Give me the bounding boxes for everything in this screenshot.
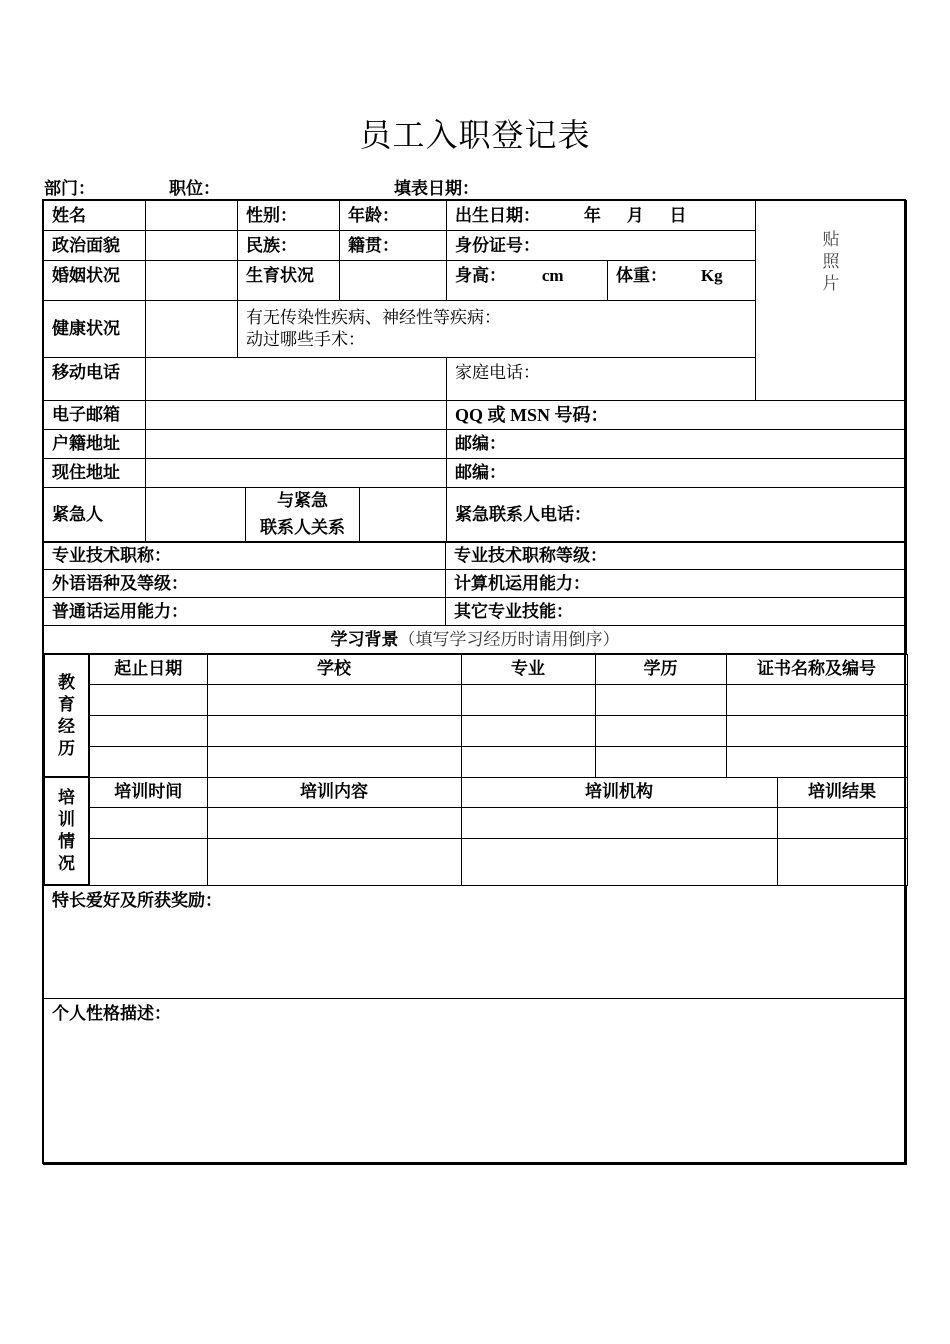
education-col-major: 专业 [461, 654, 595, 684]
postcode-label-2[interactable]: 邮编： [447, 459, 907, 488]
emergency-field[interactable] [146, 488, 246, 543]
computer-label[interactable]: 计算机运用能力： [446, 570, 907, 598]
gender-label[interactable]: 性别： [238, 201, 340, 231]
political-label: 政治面貌 [44, 231, 146, 261]
training-cell[interactable] [461, 807, 777, 838]
tech-title-label[interactable]: 专业技术职称： [44, 542, 446, 570]
education-col-dates: 起止日期 [89, 654, 207, 684]
study-background-note: （填写学习经历时请用倒序） [398, 629, 620, 649]
current-address-field[interactable] [146, 459, 447, 488]
home-phone-label[interactable]: 家庭电话： [447, 358, 756, 401]
id-number-label[interactable]: 身份证号： [447, 231, 756, 261]
education-cell[interactable] [461, 684, 595, 715]
name-label: 姓名 [44, 201, 146, 231]
current-address-label: 现住地址 [44, 459, 146, 488]
hobbies-area[interactable] [44, 886, 907, 999]
training-col-result: 培训结果 [777, 777, 907, 807]
education-cell[interactable] [207, 684, 461, 715]
other-skills-label[interactable]: 其它专业技能： [446, 598, 907, 626]
relation-label-line2: 联系人关系 [260, 518, 345, 538]
training-col-institution: 培训机构 [461, 777, 777, 807]
height-label: 身高： [455, 266, 506, 286]
education-cell[interactable] [726, 746, 907, 777]
form-title: 员工入职登记表 [359, 116, 591, 154]
training-side-char-2: 训 [58, 810, 75, 830]
month-label: 月 [626, 205, 644, 226]
relation-field[interactable] [360, 488, 447, 543]
education-cell[interactable] [89, 715, 207, 746]
education-cell[interactable] [89, 684, 207, 715]
height-cell[interactable] [447, 261, 608, 301]
training-cell[interactable] [777, 838, 907, 885]
marital-label: 婚姻状况 [44, 261, 146, 301]
education-cell[interactable] [461, 746, 595, 777]
health-question-disease: 有无传染性疾病、神经性等疾病： [246, 308, 501, 328]
skills-table [43, 541, 907, 654]
photo-label-2: 照 [822, 252, 840, 272]
training-row [44, 807, 907, 838]
hobbies-label: 特长爱好及所获奖励： [52, 891, 222, 911]
mobile-field[interactable] [146, 358, 447, 401]
training-cell[interactable] [89, 807, 207, 838]
training-side-char-1: 培 [58, 788, 75, 808]
photo-area[interactable] [756, 201, 907, 401]
study-background-heading [44, 626, 907, 654]
day-label: 日 [669, 205, 687, 226]
training-cell[interactable] [461, 838, 777, 885]
personality-area[interactable] [44, 999, 907, 1165]
political-field[interactable] [146, 231, 238, 261]
basic-info-table [43, 200, 907, 401]
health-question-surgery: 动过哪些手术： [246, 330, 365, 350]
tech-title-level-label[interactable]: 专业技术职称等级： [446, 542, 907, 570]
training-side-char-4: 况 [58, 854, 75, 874]
email-label: 电子邮箱 [44, 401, 146, 430]
fill-date-label: 填表日期： [394, 179, 479, 199]
education-row [44, 746, 907, 777]
training-side-label [44, 777, 89, 885]
education-cell[interactable] [89, 746, 207, 777]
education-row [44, 715, 907, 746]
training-side-char-3: 情 [58, 832, 75, 852]
training-cell[interactable] [777, 807, 907, 838]
birth-date-cell[interactable] [447, 201, 756, 231]
photo-label-3: 片 [822, 274, 840, 294]
fertility-label: 生育状况 [238, 261, 340, 301]
education-cell[interactable] [726, 715, 907, 746]
training-col-content: 培训内容 [207, 777, 461, 807]
education-cell[interactable] [207, 746, 461, 777]
relation-label [246, 488, 360, 543]
study-background-title: 学习背景 [330, 629, 399, 650]
department-label: 部门： [44, 179, 95, 199]
height-unit: cm [541, 266, 564, 285]
education-row [44, 684, 907, 715]
emergency-label: 紧急人 [44, 488, 146, 543]
email-field[interactable] [146, 401, 447, 430]
training-row [44, 838, 907, 885]
education-cell[interactable] [595, 746, 726, 777]
education-col-certificate: 证书名称及编号 [726, 654, 907, 684]
education-side-label [44, 654, 89, 777]
education-cell[interactable] [595, 684, 726, 715]
mandarin-label[interactable]: 普通话运用能力： [44, 598, 446, 626]
training-table [43, 776, 908, 886]
native-place-label[interactable]: 籍贯： [340, 231, 447, 261]
education-cell[interactable] [461, 715, 595, 746]
birth-date-label: 出生日期： [455, 205, 540, 226]
education-side-char-3: 经 [58, 716, 75, 737]
education-cell[interactable] [726, 684, 907, 715]
postcode-label-1[interactable]: 邮编： [447, 430, 907, 459]
weight-cell[interactable] [608, 261, 756, 301]
position-label: 职位： [169, 179, 220, 199]
age-label[interactable]: 年龄： [340, 201, 447, 231]
mobile-label: 移动电话 [44, 358, 146, 401]
education-cell[interactable] [207, 715, 461, 746]
health-questions[interactable] [238, 301, 756, 358]
weight-unit: Kg [700, 266, 723, 285]
hukou-address-field[interactable] [146, 430, 447, 459]
relation-label-line1: 与紧急 [277, 491, 328, 511]
photo-label-1: 贴 [822, 230, 840, 250]
training-col-time: 培训时间 [89, 777, 207, 807]
education-cell[interactable] [595, 715, 726, 746]
training-cell[interactable] [207, 838, 461, 885]
form-header-line [44, 174, 906, 199]
training-cell[interactable] [89, 838, 207, 885]
education-table [43, 653, 908, 778]
fertility-field[interactable] [340, 261, 447, 301]
freetext-table [43, 885, 907, 1165]
education-col-school: 学校 [207, 654, 461, 684]
ethnicity-label[interactable]: 民族： [238, 231, 340, 261]
education-side-char-4: 历 [58, 738, 75, 759]
education-col-degree: 学历 [595, 654, 726, 684]
contact-table [43, 400, 907, 543]
training-cell[interactable] [207, 807, 461, 838]
language-label[interactable]: 外语语种及等级： [44, 570, 446, 598]
education-side-char-2: 育 [58, 694, 75, 715]
health-field[interactable] [146, 301, 238, 358]
hukou-address-label: 户籍地址 [44, 430, 146, 459]
emergency-phone-label[interactable]: 紧急联系人电话： [447, 488, 907, 543]
year-label: 年 [583, 205, 601, 226]
education-side-char-1: 教 [58, 672, 75, 693]
marital-field[interactable] [146, 261, 238, 301]
weight-label: 体重： [616, 266, 667, 286]
name-field[interactable] [146, 201, 238, 231]
qq-msn-label[interactable]: QQ 或 MSN 号码： [447, 401, 907, 430]
personality-label: 个人性格描述： [52, 1004, 171, 1024]
health-label: 健康状况 [44, 301, 146, 358]
